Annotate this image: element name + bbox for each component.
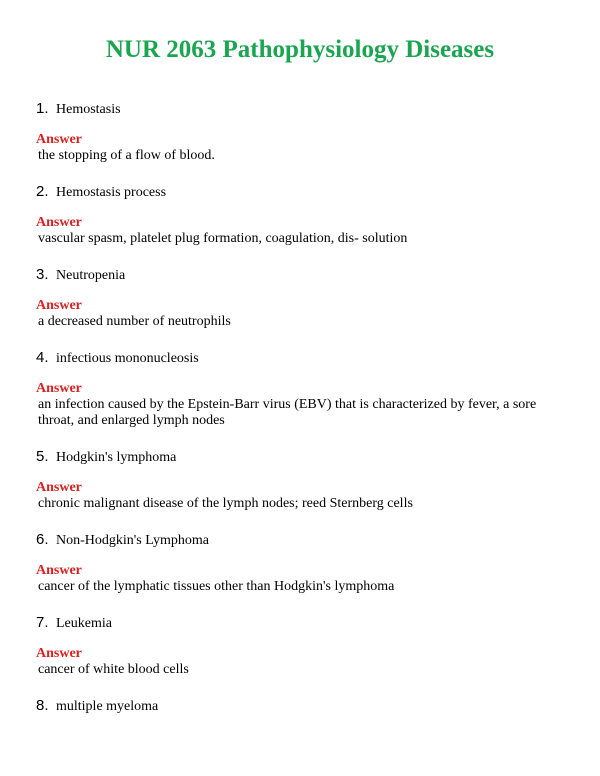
question [36, 531, 571, 550]
answer-text: an infection caused by the Epstein-Barr virus (EBV) that is characterized by fever, a sore throat, and enlarged lymph nodes [38, 397, 537, 428]
question-number: 6. [36, 531, 49, 548]
question [36, 614, 571, 633]
question-number: 4. [36, 349, 49, 366]
answer-text: a decreased number of neutrophils [38, 314, 231, 329]
qa-item [36, 349, 571, 429]
question-text: Hemostasis process [56, 185, 167, 200]
answer-label: Answer [36, 298, 82, 313]
question-text: Hodgkin's lymphoma [56, 450, 177, 465]
answer-label: Answer [36, 215, 82, 230]
question [36, 349, 571, 368]
question-text: Neutropenia [56, 268, 126, 283]
answer-label: Answer [36, 646, 82, 661]
qa-item [36, 614, 571, 678]
question-number: 8. [36, 697, 49, 714]
qa-item [36, 448, 571, 512]
question [36, 697, 571, 716]
qa-item [36, 183, 571, 247]
question-number: 5. [36, 448, 49, 465]
question [36, 183, 571, 202]
answer-text: vascular spasm, platelet plug formation, coagulation, dis- solution [38, 231, 408, 246]
question [36, 100, 571, 119]
answer-label: Answer [36, 381, 82, 396]
question-text: Non-Hodgkin's Lymphoma [56, 533, 210, 548]
question-text: multiple myeloma [56, 699, 159, 714]
answer-label: Answer [36, 480, 82, 495]
question-number: 2. [36, 183, 49, 200]
qa-list [36, 100, 571, 735]
qa-item [36, 531, 571, 595]
answer-text: the stopping of a flow of blood. [38, 148, 215, 163]
question-number: 3. [36, 266, 49, 283]
question-number: 1. [36, 100, 49, 117]
qa-item [36, 266, 571, 330]
answer-text: chronic malignant disease of the lymph nodes; reed Sternberg cells [38, 496, 413, 511]
document-title: NUR 2063 Pathophysiology Diseases [105, 36, 495, 63]
question [36, 448, 571, 467]
question [36, 266, 571, 285]
question-text: Hemostasis [56, 102, 121, 117]
question-number: 7. [36, 614, 49, 631]
question-text: Leukemia [56, 616, 112, 631]
answer-label: Answer [36, 563, 82, 578]
answer-text: cancer of the lymphatic tissues other than Hodgkin's lymphoma [38, 579, 395, 594]
qa-item [36, 697, 571, 716]
qa-item [36, 100, 571, 164]
question-text: infectious mononucleosis [56, 351, 199, 366]
answer-text: cancer of white blood cells [38, 662, 189, 677]
answer-label: Answer [36, 132, 82, 147]
